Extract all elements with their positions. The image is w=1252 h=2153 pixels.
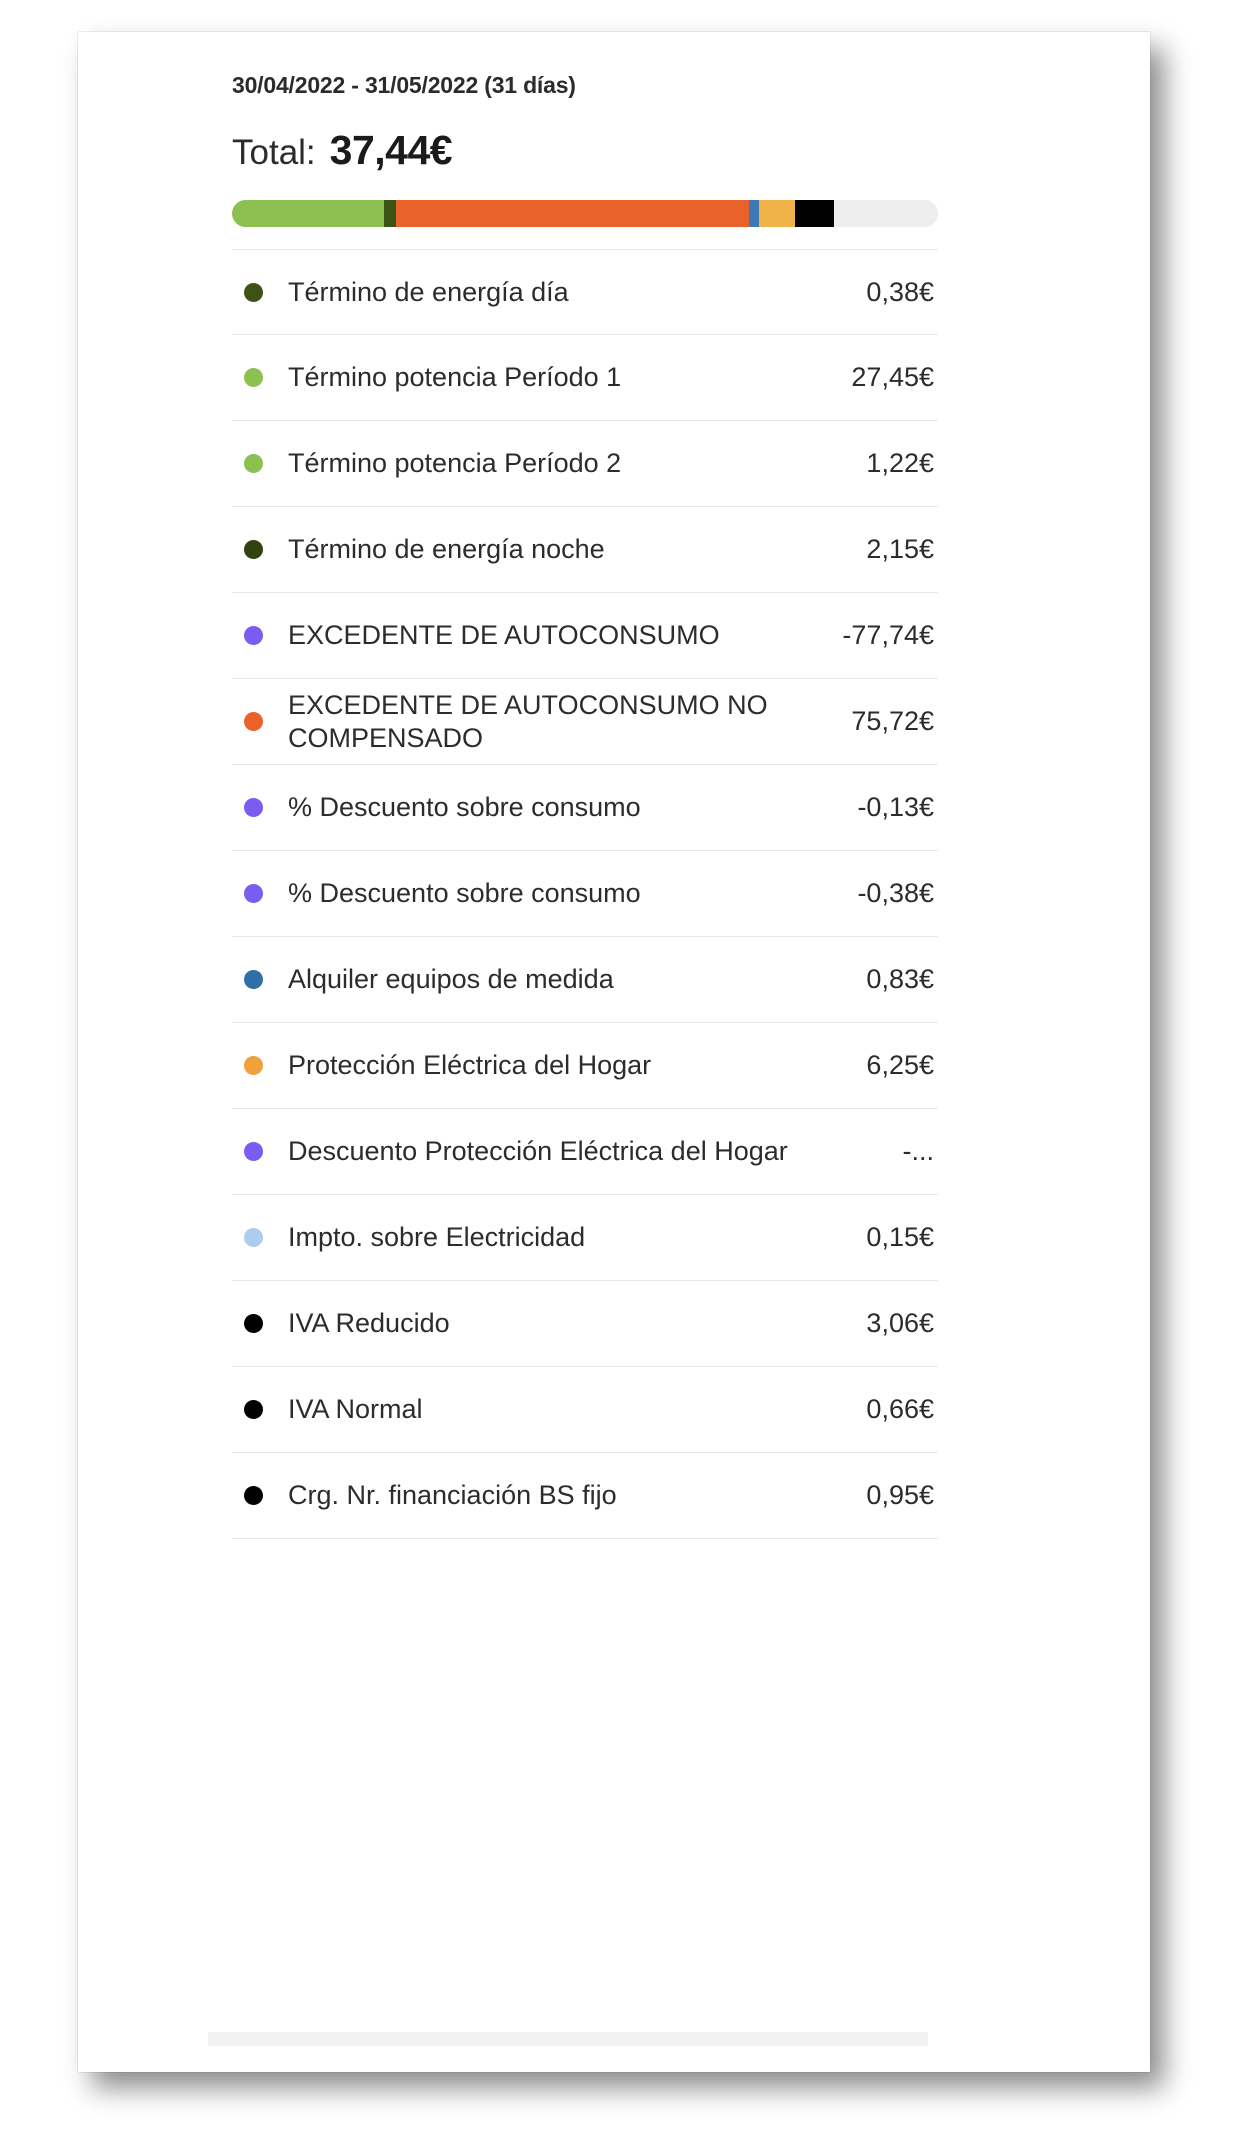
list-item-label: Término de energía día bbox=[288, 276, 569, 307]
list-item[interactable] bbox=[232, 1109, 938, 1195]
bar-segment-alquiler-equipos bbox=[749, 200, 759, 227]
list-item[interactable] bbox=[232, 851, 938, 937]
bar-segment-termino-potencia-periodo-1 bbox=[232, 200, 384, 227]
legend-dot-icon bbox=[244, 283, 263, 302]
legend-dot-icon bbox=[244, 798, 263, 817]
legend-dot-cell bbox=[232, 1400, 288, 1419]
list-item-label: IVA Normal bbox=[288, 1394, 423, 1425]
billing-period-label: 30/04/2022 - 31/05/2022 (31 días) bbox=[232, 72, 576, 98]
list-item-amount: 0,15€ bbox=[866, 1222, 934, 1252]
cost-breakdown-list bbox=[232, 249, 938, 1539]
bar-segment-iva-y-cargos bbox=[795, 200, 835, 227]
list-item-amount: 0,38€ bbox=[866, 276, 934, 307]
legend-dot-cell bbox=[232, 540, 288, 559]
legend-dot-cell bbox=[232, 1142, 288, 1161]
list-item-label: Término de energía noche bbox=[288, 534, 605, 565]
bottom-scroll-strip[interactable] bbox=[208, 2032, 928, 2046]
legend-dot-cell bbox=[232, 626, 288, 645]
list-item-amount: 6,25€ bbox=[866, 1050, 934, 1080]
legend-dot-cell bbox=[232, 1228, 288, 1247]
list-item-amount: 0,83€ bbox=[866, 964, 934, 994]
legend-dot-cell bbox=[232, 798, 288, 817]
bar-segment-proteccion-electrica bbox=[759, 200, 794, 227]
legend-dot-cell bbox=[232, 1056, 288, 1075]
legend-dot-icon bbox=[244, 540, 263, 559]
legend-dot-icon bbox=[244, 1486, 263, 1505]
list-item-amount: 1,22€ bbox=[866, 448, 934, 478]
legend-dot-cell bbox=[232, 1486, 288, 1505]
list-item-amount: 0,66€ bbox=[866, 1394, 934, 1424]
legend-dot-cell bbox=[232, 454, 288, 473]
list-item[interactable] bbox=[232, 1195, 938, 1281]
list-item[interactable] bbox=[232, 679, 938, 765]
legend-dot-icon bbox=[244, 884, 263, 903]
legend-dot-cell bbox=[232, 884, 288, 903]
legend-dot-icon bbox=[244, 1056, 263, 1075]
list-item-label: EXCEDENTE DE AUTOCONSUMO bbox=[288, 620, 720, 651]
list-item-amount: -0,38€ bbox=[857, 878, 934, 908]
list-item[interactable] bbox=[232, 593, 938, 679]
total-row bbox=[232, 127, 1062, 174]
list-item-amount: -77,74€ bbox=[842, 620, 934, 650]
cost-proportion-bar bbox=[232, 200, 938, 227]
legend-dot-cell bbox=[232, 1314, 288, 1333]
list-item[interactable] bbox=[232, 507, 938, 593]
list-item[interactable] bbox=[232, 1453, 938, 1539]
legend-dot-icon bbox=[244, 970, 263, 989]
legend-dot-cell bbox=[232, 712, 288, 731]
list-item[interactable] bbox=[232, 1023, 938, 1109]
list-item-label: Alquiler equipos de medida bbox=[288, 964, 614, 995]
list-item-label: EXCEDENTE DE AUTOCONSUMO NO COMPENSADO bbox=[288, 689, 768, 753]
invoice-breakdown-card bbox=[78, 32, 1150, 2072]
list-item-label: Término potencia Período 1 bbox=[288, 362, 622, 393]
list-item-label: % Descuento sobre consumo bbox=[288, 792, 641, 823]
legend-dot-cell bbox=[232, 368, 288, 387]
list-item-label: Descuento Protección Eléctrica del Hogar bbox=[288, 1136, 788, 1167]
total-label: Total: bbox=[232, 133, 316, 172]
legend-dot-icon bbox=[244, 1142, 263, 1161]
list-item-label: IVA Reducido bbox=[288, 1308, 450, 1339]
list-item-label: Protección Eléctrica del Hogar bbox=[288, 1050, 652, 1081]
legend-dot-icon bbox=[244, 454, 263, 473]
list-item-amount: 3,06€ bbox=[866, 1308, 934, 1338]
legend-dot-cell bbox=[232, 970, 288, 989]
legend-dot-icon bbox=[244, 712, 263, 731]
list-item-amount: 0,95€ bbox=[866, 1480, 934, 1510]
legend-dot-icon bbox=[244, 626, 263, 645]
legend-dot-icon bbox=[244, 368, 263, 387]
list-item-amount: 27,45€ bbox=[851, 362, 934, 392]
list-item-amount: 75,72€ bbox=[851, 706, 934, 736]
list-item-label: Impto. sobre Electricidad bbox=[288, 1222, 586, 1253]
list-item[interactable] bbox=[232, 335, 938, 421]
list-item-amount: -0,13€ bbox=[857, 792, 934, 822]
list-item-amount: -... bbox=[902, 1136, 934, 1166]
card-inner bbox=[78, 32, 1150, 2072]
legend-dot-icon bbox=[244, 1228, 263, 1247]
list-item-amount: 2,15€ bbox=[866, 534, 934, 564]
list-item-label: Crg. Nr. financiación BS fijo bbox=[288, 1480, 617, 1511]
bar-segment-termino-energia-dia bbox=[384, 200, 397, 227]
list-item[interactable] bbox=[232, 249, 938, 335]
legend-dot-icon bbox=[244, 1314, 263, 1333]
card-content bbox=[232, 32, 1062, 1539]
list-item-label: % Descuento sobre consumo bbox=[288, 878, 641, 909]
list-item[interactable] bbox=[232, 765, 938, 851]
list-item-label: Término potencia Período 2 bbox=[288, 448, 622, 479]
legend-dot-icon bbox=[244, 1400, 263, 1419]
list-item[interactable] bbox=[232, 937, 938, 1023]
total-amount: 37,44€ bbox=[329, 127, 453, 173]
list-item[interactable] bbox=[232, 421, 938, 507]
list-item[interactable] bbox=[232, 1367, 938, 1453]
bar-segment-excedente-no-compensado bbox=[396, 200, 749, 227]
legend-dot-cell bbox=[232, 283, 288, 302]
list-item[interactable] bbox=[232, 1281, 938, 1367]
